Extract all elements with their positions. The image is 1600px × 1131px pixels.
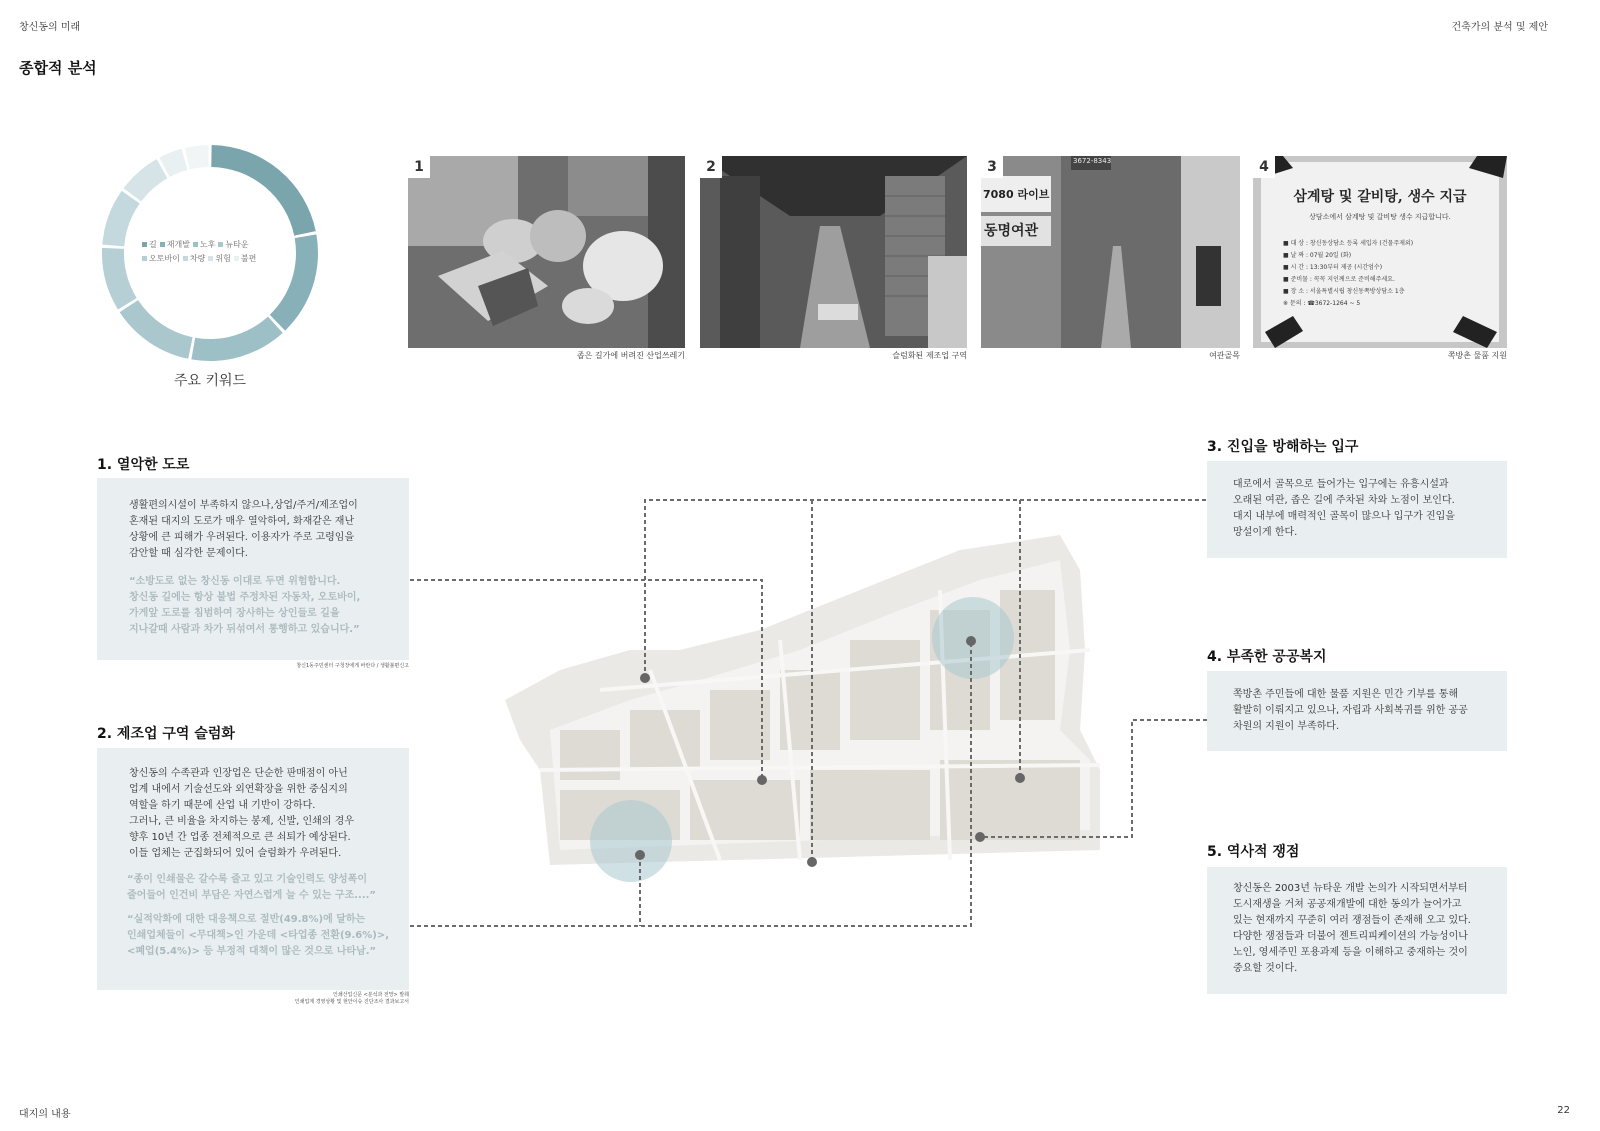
legend-label: 길 (149, 240, 157, 249)
photo-3-number: 3 (981, 156, 1003, 178)
chart-label: 주요 키워드 (173, 373, 247, 389)
header-right: 건축가의 분석 및 제안 (1451, 22, 1548, 33)
legend-label: 노후 (199, 240, 216, 249)
photo-2-caption: 슬럼화된 제조업 구역 (892, 351, 967, 360)
text-line: 다양한 쟁점들과 더불어 젠트리피케이션의 가능성이나 (1233, 931, 1468, 942)
section-2-title: 2. 제조업 구역 슬럼화 (97, 726, 235, 742)
notice-line: ■ 대 상 : 창신동상담소 등록 세입자 (건물주제외) (1283, 240, 1414, 247)
section-1-source: 창신1동주민센터 구청장에게 바란다 / 생활불편신고 (296, 663, 409, 669)
section-5-body (1233, 881, 1507, 977)
quote-line: “실적악화에 대한 대응책으로 절반(49.8%)에 달하는 (127, 914, 366, 925)
section-2-quote-1 (127, 872, 409, 904)
photo-1-number: 1 (408, 156, 430, 178)
photo-4-caption: 쪽방촌 물품 지원 (1447, 351, 1507, 360)
text-line: 이들 업체는 군집화되어 있어 슬럼화가 우려된다. (129, 848, 342, 859)
quote-line: 줄어들어 인건비 부담은 자연스럽게 늘 수 있는 구조....” (127, 890, 376, 901)
legend-label: 위험 (215, 254, 231, 263)
text-line: 노인, 영세주민 포용과제 등을 이해하고 중재하는 것이 (1233, 947, 1468, 958)
page-number: 22 (1557, 1105, 1570, 1116)
section-2-quote-2 (127, 912, 409, 960)
text-line: 쪽방촌 주민들에 대한 물품 지원은 민간 기부를 통해 (1233, 689, 1459, 700)
legend-label: 뉴타운 (225, 240, 249, 249)
quote-line: “소방도로 없는 창신동 이대로 두면 위험합니다. (129, 576, 341, 587)
quote-line: 지나갈때 사람과 차가 뒤섞여서 통행하고 있습니다.” (129, 624, 360, 635)
section-4-body (1233, 687, 1507, 735)
photo-3-phone-sign: 3672-8343 (1073, 157, 1112, 165)
text-line: 오래된 여관, 좁은 길에 주차된 차와 노점이 보인다. (1233, 495, 1455, 506)
section-2-body (129, 766, 409, 862)
source-line: 인쇄업계 경영상황 및 현안이슈 진단조사 결과보고서 (294, 999, 409, 1005)
notice-line: ■ 준비물 : 꼭꼭 지인께으로 준비해주세요. (1283, 276, 1395, 283)
quote-line: 가게앞 도로를 침범하여 장사하는 상인들로 길을 (129, 608, 340, 619)
notice-line: ※ 문의 : ☎3672-1264 ~ 5 (1283, 300, 1361, 307)
text-line: 대로에서 골목으로 들어가는 입구에는 유흥시설과 (1233, 479, 1449, 490)
section-5-title: 5. 역사적 쟁점 (1207, 844, 1300, 860)
section-4-title: 4. 부족한 공공복지 (1207, 649, 1327, 665)
legend-label: 오토바이 (149, 254, 180, 263)
section-3-box (1207, 461, 1507, 558)
photo-3-live-sign: 7080 라이브 (983, 188, 1050, 201)
text-line: 중요할 것이다. (1233, 963, 1298, 974)
quote-line: <폐업(5.4%)> 등 부정적 대책이 많은 것으로 나타남.” (127, 946, 377, 957)
legend-label: 재개발 (166, 240, 190, 249)
text-line: 혼재된 대지의 도로가 매우 열악하여, 화재같은 재난 (129, 516, 355, 527)
photo-3-caption: 여관골목 (1209, 351, 1240, 360)
photo-4-notice-title: 삼계탕 및 갈비탕, 생수 지급 (1293, 189, 1467, 205)
text-line: 대지 내부에 매력적인 골목이 많으나 입구가 진입을 (1233, 511, 1455, 522)
legend-label: 불편 (240, 254, 257, 263)
photo-2-number: 2 (700, 156, 722, 178)
text-line: 업계 내에서 기술선도와 외연확장을 위한 중심지의 (129, 784, 348, 795)
text-line: 망설이게 한다. (1233, 527, 1298, 538)
quote-line: 인쇄업체들이 <무대책>인 가운데 <타업종 전환(9.6%)>, (127, 930, 389, 941)
legend-label: 차량 (189, 254, 206, 263)
section-2-source (200, 992, 409, 1006)
text-line: 상황에 큰 피해가 우려된다. 이용자가 주로 고령임을 (129, 532, 355, 543)
section-1-box (97, 478, 409, 660)
section-3-title: 3. 진입을 방해하는 입구 (1207, 439, 1359, 455)
header-left: 창신동의 미래 (19, 22, 81, 33)
quote-line: “종이 인쇄물은 갈수록 줄고 있고 기술인력도 양성폭이 (127, 874, 367, 885)
text-line: 역할을 하기 때문에 산업 내 기반이 강하다. (129, 800, 316, 811)
source-line: 인쇄산업신문 <분석과 전망> 발췌 (333, 992, 409, 998)
text-line: 차원의 지원이 부족하다. (1233, 721, 1340, 732)
text-line: 있는 현재까지 꾸준히 여러 쟁점들이 존재해 오고 있다. (1233, 915, 1471, 926)
page-title: 종합적 분석 (19, 59, 97, 77)
section-1-title: 1. 열악한 도로 (97, 457, 190, 473)
quote-line: 창신동 길에는 항상 불법 주정차된 자동차, 오토바이, (129, 592, 361, 603)
section-5-box (1207, 867, 1507, 994)
section-2-box (97, 748, 409, 990)
section-1-body (129, 498, 409, 562)
photo-3-inn-sign: 동명여관 (984, 223, 1039, 239)
photo-4-notice-sub: 상담소에서 삼계탕 및 갈비탕 생수 지급합니다. (1309, 213, 1451, 221)
text-line: 창신동의 수족관과 인장업은 단순한 판매점이 아닌 (129, 768, 348, 779)
footer-left: 대지의 내용 (19, 1109, 71, 1120)
text-line: 창신동은 2003년 뉴타운 개발 논의가 시작되면서부터 (1233, 883, 1468, 894)
text-line: 생활편의시설이 부족하지 않으나,상업/주거/제조업이 (129, 500, 358, 511)
section-3-body (1233, 477, 1507, 541)
photo-4-number: 4 (1253, 156, 1275, 178)
text-line: 향후 10년 간 업종 전체적으로 큰 쇠퇴가 예상된다. (129, 832, 351, 843)
text-line: 그러나, 큰 비율을 차지하는 봉제, 신발, 인쇄의 경우 (129, 816, 354, 827)
section-1-quote (129, 574, 409, 638)
notice-line: ■ 날 짜 : 07월 20일 (화) (1283, 252, 1352, 259)
text-line: 감안할 때 심각한 문제이다. (129, 548, 248, 559)
section-4-box (1207, 671, 1507, 751)
notice-line: ■ 시 간 : 13:30부터 제공 (시간엄수) (1283, 264, 1383, 271)
text-line: 활발히 이뤄지고 있으나, 자립과 사회복귀를 위한 공공 (1233, 705, 1468, 716)
photo-1-caption: 좁은 길가에 버려진 산업쓰레기 (576, 351, 685, 360)
notice-line: ■ 장 소 : 서울특별시립 창신동쪽방상담소 1층 (1283, 288, 1405, 295)
text-line: 도시재생을 거쳐 공공재개발에 대한 동의가 늘어가고 (1233, 899, 1462, 910)
